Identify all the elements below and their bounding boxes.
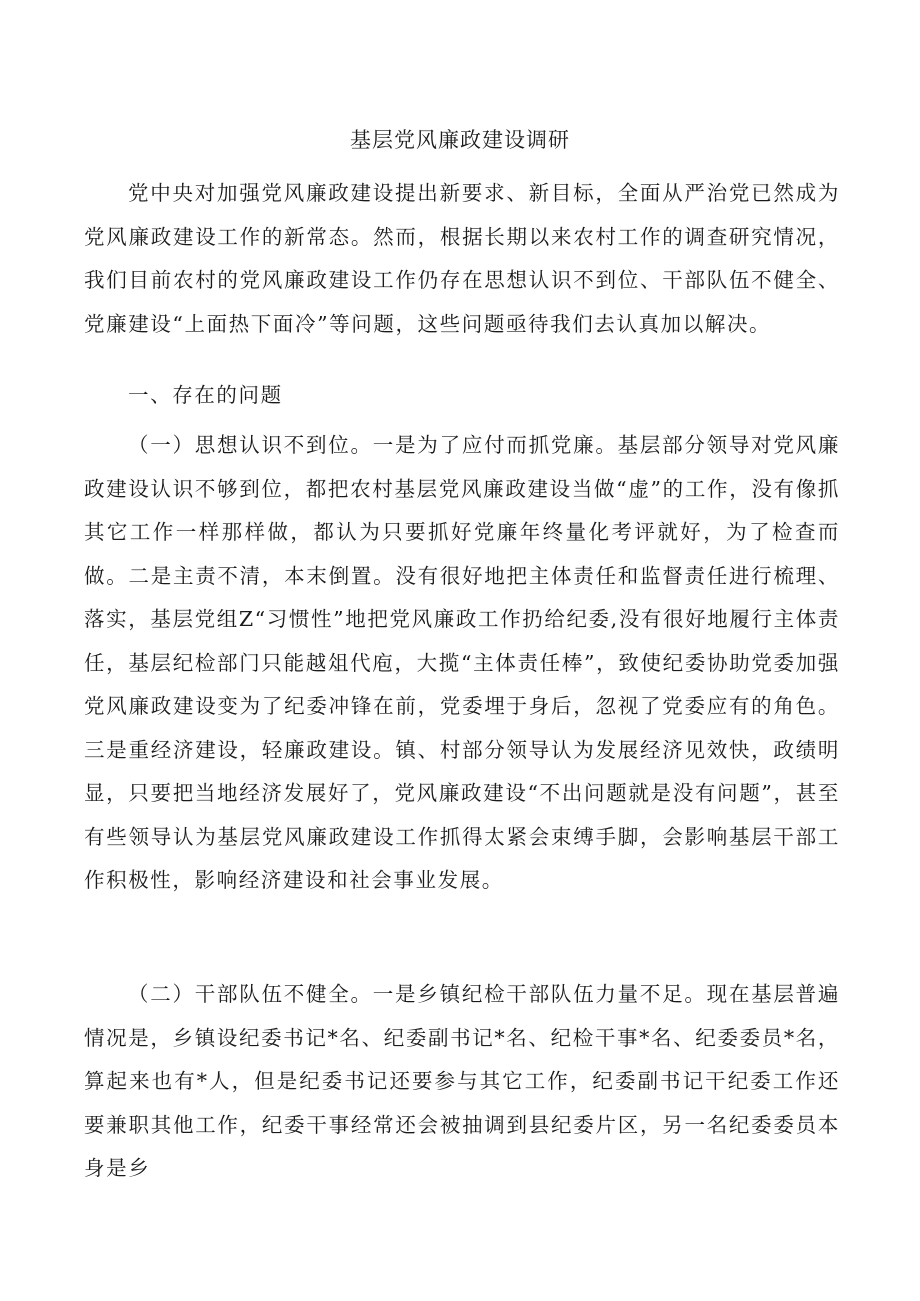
body-paragraph: （二）干部队伍不健全。一是乡镇纪检干部队伍力量不足。现在基层普遍情况是，乡镇设纪委书记*名、纪委副书记*名、纪检干事*名、纪委委员*名，算起来也有*人，但是纪委书记还要参与其它工作，纪委副书记干纪委工作还要兼职其他工作，纪委干事经常还会被抽调到县纪委片区，另一名纪委委员本身是乡	[84, 982, 840, 1180]
body-paragraph: （一）思想认识不到位。一是为了应付而抓党廉。基层部分领导对党风廉政建设认识不够到位，都把农村基层党风廉政建设当做“虚”的工作，没有像抓其它工作一样那样做，都认为只要抓好党廉年终量化考评就好，为了检查而做。二是主责不清，本末倒置。没有很好地把主体责任和监督责任进行梳理、落实，基层党组Z“习惯性”地把党风廉政工作扔给纪委,没有很好地履行主体责任，基层纪检部门只能越俎代庖，大揽“主体责任棒”，致使纪委协助党委加强党风廉政建设变为了纪委冲锋在前，党委埋于身后，忽视了党委应有的角色。三是重经济建设，轻廉政建设。镇、村部分领导认为发展经济见效快，政绩明显，只要把当地经济发展好了，党风廉政建设“不出问题就是没有问题”，甚至有些领导认为基层党风廉政建设工作抓得太紧会束缚手脚，会影响基层干部工作积极性，影响经济建设和社会事业发展。	[84, 433, 840, 892]
document-title: 基层党风廉政建设调研	[350, 128, 570, 152]
section-heading: 一、存在的问题	[128, 383, 283, 407]
intro-paragraph: 党中央对加强党风廉政建设提出新要求、新目标，全面从严治党已然成为党风廉政建设工作的新常态。然而，根据长期以来农村工作的调查研究情况，我们目前农村的党风廉政建设工作仍存在思想认识不到位、干部队伍不健全、党廉建设“上面热下面冷”等问题，这些问题亟待我们去认真加以解决。	[84, 181, 840, 336]
